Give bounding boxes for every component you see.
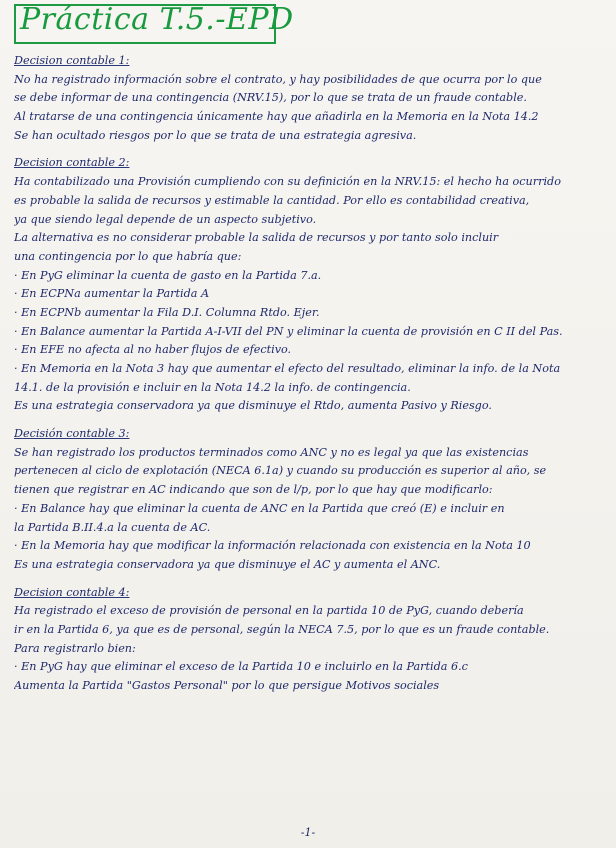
text-line: Para registrarlo bien: [14,641,136,655]
section-heading: Decision contable 2: [14,156,130,170]
text-line: 14.1. de la provisión e incluir en la Nota 14.2 la info. de contingencia. [14,380,411,394]
text-line: · En ECPNa aumentar la Partida A [14,287,210,301]
text-line: tienen que registrar en AC indicando que son de l/p, por lo que hay que modificarlo: [14,483,493,497]
text-line: · En Balance hay que eliminar la cuenta de ANC en la Partida que creó (E) e incluir en [14,501,505,515]
text-line: se debe informar de una contingencia (NRV.15), por lo que se trata de un fraude contable. [14,91,527,105]
text-line: Ha contabilizado una Provisión cumpliendo con su definición en la NRV.15: el hecho ha ocurrido [14,175,561,189]
text-line: No ha registrado información sobre el contrato, y hay posibilidades de que ocurra por lo que [14,72,542,86]
text-line: Al tratarse de una contingencia únicamente hay que añadirla en la Memoria en la Nota 14.2 [14,110,539,124]
text-line: · En EFE no afecta al no haber flujos de efectivo. [14,343,292,357]
text-line: ir en la Partida 6, ya que es de personal, según la NECA 7.5, por lo que es un fraude contable. [14,622,550,636]
text-line: Aumenta la Partida "Gastos Personal" por lo que persigue Motivos sociales [14,679,440,692]
section-heading: Decisión contable 3: [14,427,130,441]
text-line: ya que siendo legal depende de un aspecto subjetivo. [14,212,317,226]
section-heading: Decision contable 4: [14,585,130,599]
text-line: pertenecen al ciclo de explotación (NECA 6.1a) y cuando su producción es superior al año, se [14,464,547,478]
page-content [14,52,606,696]
text-line: una contingencia por lo que habría que: [14,249,242,263]
section-heading: Decision contable 1: [14,54,130,67]
text-line: Se han registrado los productos terminados como ANC y no es legal ya que las existencias [14,445,529,459]
text-line: es probable la salida de recursos y estimable la cantidad. Por ello es contabilidad creativa, [14,193,530,207]
text-line: · En Balance aumentar la Partida A-I-VII del PN y eliminar la cuenta de provisión en C II del Pas. [14,324,563,338]
page-number: -1- [300,826,316,839]
text-line: Ha registrado el exceso de provisión de personal en la partida 10 de PyG, cuando debería [14,604,524,618]
text-line: · En PyG eliminar la cuenta de gasto en la Partida 7.a. [14,268,322,282]
page-title: Práctica T.5.-EPD [20,2,294,37]
text-line: la Partida B.II.4.a la cuenta de AC. [14,520,211,534]
text-line: Es una estrategia conservadora ya que disminuye el Rtdo, aumenta Pasivo y Riesgo. [14,399,492,413]
text-line: La alternativa es no considerar probable la salida de recursos y por tanto solo incluir [14,231,499,245]
text-line: Es una estrategia conservadora ya que disminuye el AC y aumenta el ANC. [14,557,441,571]
text-line: · En ECPNb aumentar la Fila D.I. Columna Rtdo. Ejer. [14,305,320,319]
text-line: · En la Memoria hay que modificar la información relacionada con existencia en la Nota 10 [14,539,531,553]
text-line: · En PyG hay que eliminar el exceso de la Partida 10 e incluirlo en la Partida 6.c [14,660,468,674]
text-line: · En Memoria en la Nota 3 hay que aumentar el efecto del resultado, eliminar la info. de la Nota [14,362,561,375]
text-line: Se han ocultado riesgos por lo que se trata de una estrategia agresiva. [14,128,417,142]
